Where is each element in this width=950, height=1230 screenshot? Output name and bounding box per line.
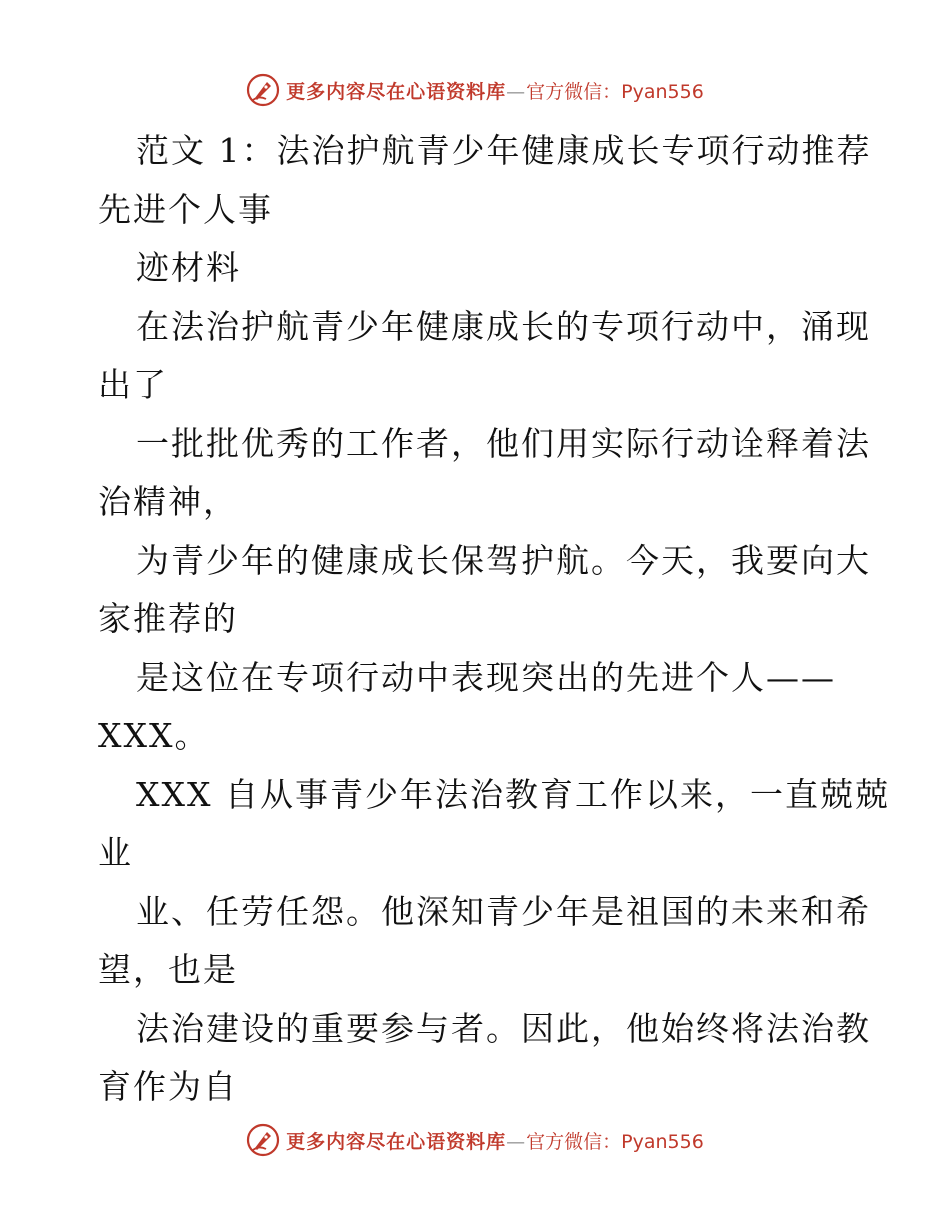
document-body [98, 122, 890, 1117]
paragraph-line: 业 [98, 833, 133, 872]
paragraph-line: 业、任劳任怨。他深知青少年是祖国的未来和希 [136, 891, 871, 931]
banner-main-text: 更多内容尽在心语资料库 [286, 80, 507, 103]
paragraph-line: XXX 自从事青少年法治教育工作以来，一直兢兢 [136, 774, 890, 814]
paragraph-line: 法治建设的重要参与者。因此，他始终将法治教 [136, 1008, 871, 1048]
banner-separator: — [506, 1130, 527, 1153]
paragraph-line: 出了 [98, 365, 168, 404]
paragraph-line: 在法治护航青少年健康成长的专项行动中，涌现 [136, 306, 871, 346]
paragraph-line: 家推荐的 [98, 599, 238, 638]
document-title-line-1: 范文 1：法治护航青少年健康成长专项行动推荐 [136, 131, 872, 170]
paragraph-line: 是这位在专项行动中表现突出的先进个人—— [136, 657, 836, 697]
paragraph-line: 为青少年的健康成长保驾护航。今天，我要向大 [136, 540, 871, 580]
footer-watermark-banner [0, 1120, 950, 1160]
banner-separator: — [506, 80, 527, 103]
pen-nib-logo-icon [246, 1123, 280, 1157]
paragraph-line: XXX。 [98, 716, 210, 755]
paragraph-line: 治精神， [98, 482, 238, 521]
paragraph-line: 望，也是 [98, 950, 238, 989]
header-watermark-banner [0, 70, 950, 110]
banner-wechat-text: 官方微信：Pyan556 [526, 80, 704, 103]
banner-wechat-text: 官方微信：Pyan556 [526, 1130, 704, 1153]
pen-nib-logo-icon [246, 73, 280, 107]
paragraph-line: 一批批优秀的工作者，他们用实际行动诠释着法 [136, 423, 871, 463]
document-title-line-2: 先进个人事 [98, 189, 273, 229]
paragraph-line: 迹材料 [136, 248, 241, 287]
paragraph-line: 育作为自 [98, 1067, 238, 1106]
banner-main-text: 更多内容尽在心语资料库 [286, 1130, 507, 1153]
